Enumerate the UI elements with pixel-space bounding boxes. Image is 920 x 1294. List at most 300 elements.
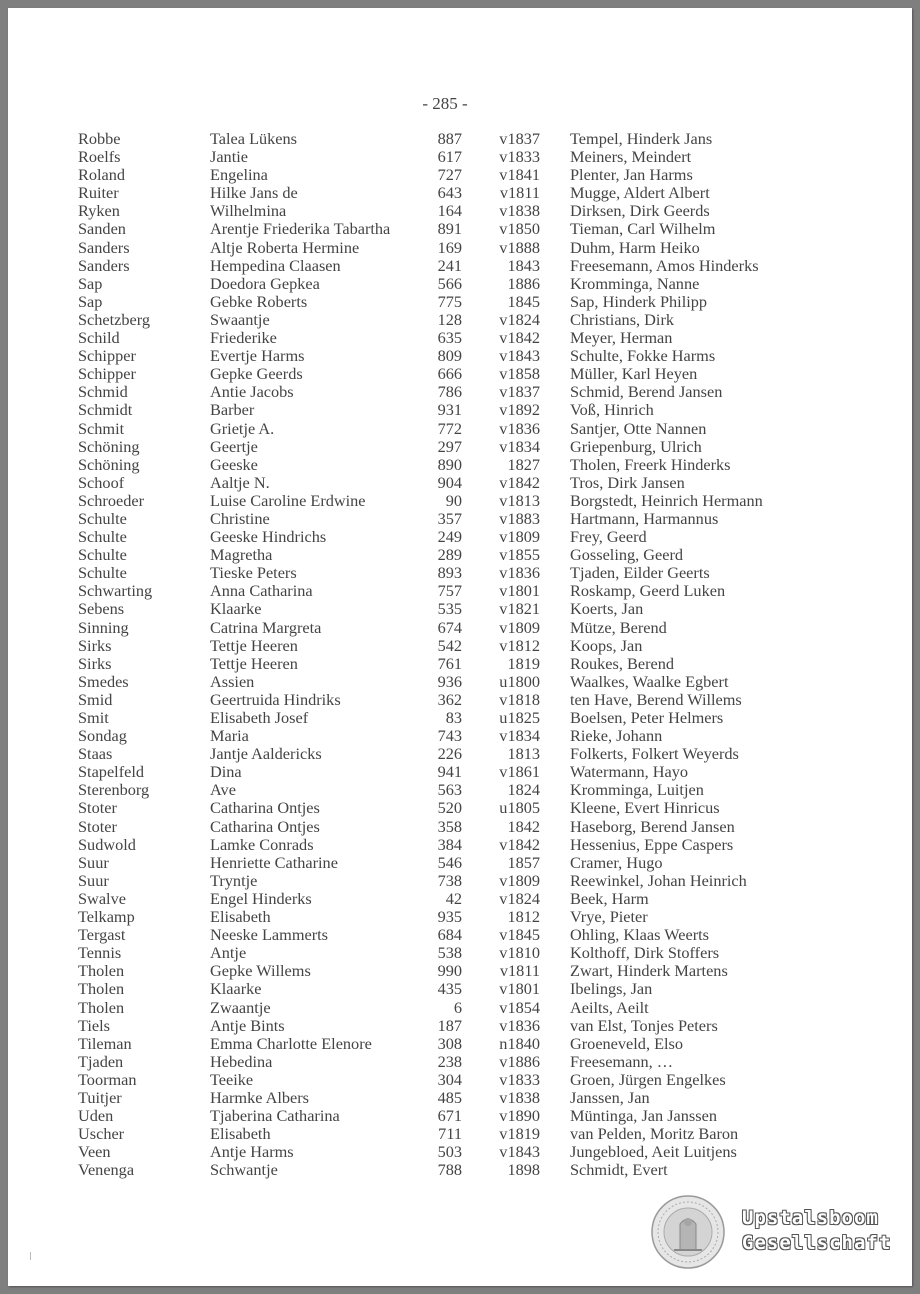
year-cell: v1855 bbox=[499, 545, 540, 565]
spouse-cell: Schulte, Fokke Harms bbox=[570, 346, 716, 366]
surname-cell: Smid bbox=[78, 689, 113, 709]
table-row bbox=[8, 1107, 912, 1125]
year-cell: v1836 bbox=[499, 418, 540, 438]
spouse-cell: Kolthoff, Dirk Stoffers bbox=[570, 943, 720, 963]
number-cell: 671 bbox=[437, 1106, 462, 1126]
given-name-cell: Tieske Peters bbox=[210, 563, 297, 583]
surname-cell: Schulte bbox=[78, 527, 127, 547]
number-cell: 241 bbox=[437, 255, 462, 275]
table-row bbox=[8, 619, 912, 637]
spouse-cell: Borgstedt, Heinrich Hermann bbox=[570, 490, 763, 510]
spouse-cell: Aeilts, Aeilt bbox=[570, 997, 649, 1017]
given-name-cell: Hilke Jans de bbox=[210, 183, 298, 203]
spouse-cell: Dirksen, Dirk Geerds bbox=[570, 201, 710, 221]
table-row bbox=[8, 1161, 912, 1179]
spouse-cell: Müller, Karl Heyen bbox=[570, 364, 698, 384]
spouse-cell: Janssen, Jan bbox=[570, 1087, 650, 1107]
number-cell: 617 bbox=[437, 147, 462, 167]
surname-cell: Schwarting bbox=[78, 581, 153, 601]
spouse-cell: Freesemann, Amos Hinderks bbox=[570, 255, 759, 275]
entry-list bbox=[8, 130, 912, 1179]
year-cell: v1824 bbox=[499, 309, 540, 329]
table-row bbox=[8, 148, 912, 166]
number-cell: 542 bbox=[437, 635, 462, 655]
table-row bbox=[8, 456, 912, 474]
given-name-cell: Lamke Conrads bbox=[210, 834, 314, 854]
surname-cell: Schmidt bbox=[78, 400, 133, 420]
given-name-cell: Engelina bbox=[210, 165, 268, 185]
spouse-cell: Roukes, Berend bbox=[570, 653, 674, 673]
table-row bbox=[8, 510, 912, 528]
number-cell: 643 bbox=[437, 183, 462, 203]
surname-cell: Sterenborg bbox=[78, 780, 150, 800]
year-cell: v1821 bbox=[499, 599, 540, 619]
surname-cell: Smit bbox=[78, 708, 109, 727]
table-row bbox=[8, 908, 912, 926]
year-cell: 1842 bbox=[507, 816, 540, 836]
year-cell: v1809 bbox=[499, 617, 540, 637]
year-cell: v1842 bbox=[499, 328, 540, 348]
number-cell: 936 bbox=[437, 671, 462, 691]
given-name-cell: Elisabeth bbox=[210, 907, 271, 927]
table-row bbox=[8, 130, 912, 148]
surname-cell: Tjaden bbox=[78, 1051, 124, 1071]
number-cell: 42 bbox=[445, 888, 462, 908]
given-name-cell: Tettje Heeren bbox=[210, 653, 298, 673]
given-name-cell: Anna Catharina bbox=[210, 581, 313, 601]
table-row bbox=[8, 220, 912, 238]
table-row bbox=[8, 438, 912, 456]
given-name-cell: Antje bbox=[210, 943, 247, 963]
surname-cell: Sudwold bbox=[78, 834, 136, 854]
given-name-cell: Altje Roberta Hermine bbox=[210, 237, 360, 257]
number-cell: 503 bbox=[437, 1142, 462, 1162]
number-cell: 931 bbox=[437, 400, 462, 420]
number-cell: 990 bbox=[437, 961, 462, 981]
surname-cell: Tennis bbox=[78, 943, 122, 963]
given-name-cell: Hebedina bbox=[210, 1051, 273, 1071]
given-name-cell: Jantie bbox=[210, 147, 248, 167]
surname-cell: Schöning bbox=[78, 454, 140, 474]
year-cell: v1888 bbox=[499, 237, 540, 257]
year-cell: 1812 bbox=[507, 907, 540, 927]
year-cell: 1845 bbox=[507, 291, 540, 311]
spouse-cell: Haseborg, Berend Jansen bbox=[570, 816, 735, 836]
table-row bbox=[8, 474, 912, 492]
surname-cell: Tileman bbox=[78, 1033, 132, 1053]
table-row bbox=[8, 492, 912, 510]
spouse-cell: Vrye, Pieter bbox=[570, 907, 648, 927]
given-name-cell: Geeske Hindrichs bbox=[210, 527, 327, 547]
table-row bbox=[8, 655, 912, 673]
given-name-cell: Zwaantje bbox=[210, 997, 271, 1017]
year-cell: 1886 bbox=[507, 273, 540, 293]
year-cell: v1886 bbox=[499, 1051, 540, 1071]
given-name-cell: Evertje Harms bbox=[210, 346, 305, 366]
surname-cell: Schoof bbox=[78, 472, 125, 492]
given-name-cell: Teeike bbox=[210, 1069, 254, 1089]
spouse-cell: Koerts, Jan bbox=[570, 599, 644, 619]
table-row bbox=[8, 1035, 912, 1053]
year-cell: v1845 bbox=[499, 925, 540, 945]
spouse-cell: Mugge, Aldert Albert bbox=[570, 183, 710, 203]
year-cell: 1827 bbox=[507, 454, 540, 474]
spouse-cell: Tjaden, Eilder Geerts bbox=[570, 563, 710, 583]
table-row bbox=[8, 980, 912, 998]
number-cell: 786 bbox=[437, 382, 462, 402]
given-name-cell: Elisabeth Josef bbox=[210, 708, 309, 727]
document-page bbox=[8, 8, 912, 1286]
year-cell: v1824 bbox=[499, 888, 540, 908]
table-row bbox=[8, 528, 912, 546]
given-name-cell: Geeske bbox=[210, 454, 258, 474]
spouse-cell: Santjer, Otte Nannen bbox=[570, 418, 707, 438]
table-row bbox=[8, 1143, 912, 1161]
surname-cell: Ryken bbox=[78, 201, 120, 221]
given-name-cell: Elisabeth bbox=[210, 1124, 271, 1144]
table-row bbox=[8, 962, 912, 980]
table-row bbox=[8, 781, 912, 799]
number-cell: 809 bbox=[437, 346, 462, 366]
given-name-cell: Neeske Lammerts bbox=[210, 925, 328, 945]
year-cell: 1857 bbox=[507, 852, 540, 872]
table-row bbox=[8, 293, 912, 311]
surname-cell: Suur bbox=[78, 870, 109, 890]
society-logo-text bbox=[742, 1206, 891, 1256]
spouse-cell: Kleene, Evert Hinricus bbox=[570, 798, 720, 818]
surname-cell: Schulte bbox=[78, 508, 127, 528]
year-cell: v1801 bbox=[499, 979, 540, 999]
given-name-cell: Emma Charlotte Elenore bbox=[210, 1033, 372, 1053]
spouse-cell: Tieman, Carl Wilhelm bbox=[570, 219, 716, 239]
given-name-cell: Arentje Friederika Tabartha bbox=[210, 219, 391, 239]
spouse-cell: Groen, Jürgen Engelkes bbox=[570, 1069, 726, 1089]
number-cell: 887 bbox=[437, 129, 462, 148]
given-name-cell: Maria bbox=[210, 726, 249, 746]
spouse-cell: Hessenius, Eppe Caspers bbox=[570, 834, 734, 854]
surname-cell: Sirks bbox=[78, 635, 112, 655]
number-cell: 941 bbox=[437, 762, 462, 782]
surname-cell: Smedes bbox=[78, 671, 129, 691]
number-cell: 563 bbox=[437, 780, 462, 800]
number-cell: 164 bbox=[437, 201, 462, 221]
year-cell: v1842 bbox=[499, 472, 540, 492]
number-cell: 538 bbox=[437, 943, 462, 963]
table-row bbox=[8, 257, 912, 275]
surname-cell: Schetzberg bbox=[78, 309, 151, 329]
spouse-cell: Jungebloed, Aeit Luitjens bbox=[570, 1142, 737, 1162]
given-name-cell: Geertje bbox=[210, 436, 258, 456]
year-cell: v1812 bbox=[499, 635, 540, 655]
number-cell: 891 bbox=[437, 219, 462, 239]
number-cell: 772 bbox=[437, 418, 462, 438]
year-cell: v1841 bbox=[499, 165, 540, 185]
number-cell: 297 bbox=[437, 436, 462, 456]
given-name-cell: Tettje Heeren bbox=[210, 635, 298, 655]
given-name-cell: Magretha bbox=[210, 545, 273, 565]
number-cell: 358 bbox=[437, 816, 462, 836]
number-cell: 893 bbox=[437, 563, 462, 583]
surname-cell: Sondag bbox=[78, 726, 127, 746]
spouse-cell: Müntinga, Jan Janssen bbox=[570, 1106, 717, 1126]
table-row bbox=[8, 383, 912, 401]
spouse-cell: Tempel, Hinderk Jans bbox=[570, 129, 713, 148]
table-row bbox=[8, 239, 912, 257]
surname-cell: Venenga bbox=[78, 1160, 135, 1180]
year-cell: v1892 bbox=[499, 400, 540, 420]
society-name-line1: Upstalsboom bbox=[742, 1207, 879, 1229]
number-cell: 757 bbox=[437, 581, 462, 601]
number-cell: 761 bbox=[437, 653, 462, 673]
given-name-cell: Talea Lükens bbox=[210, 129, 298, 148]
spouse-cell: Mütze, Berend bbox=[570, 617, 667, 637]
surname-cell: Roelfs bbox=[78, 147, 121, 167]
number-cell: 743 bbox=[437, 726, 462, 746]
given-name-cell: Wilhelmina bbox=[210, 201, 287, 221]
surname-cell: Tergast bbox=[78, 925, 126, 945]
number-cell: 711 bbox=[438, 1124, 462, 1144]
table-row bbox=[8, 763, 912, 781]
spouse-cell: Groeneveld, Elso bbox=[570, 1033, 684, 1053]
number-cell: 566 bbox=[437, 273, 462, 293]
table-row bbox=[8, 1071, 912, 1089]
number-cell: 304 bbox=[437, 1069, 462, 1089]
number-cell: 520 bbox=[437, 798, 462, 818]
spouse-cell: ten Have, Berend Willems bbox=[570, 689, 742, 709]
spouse-cell: Ibelings, Jan bbox=[570, 979, 653, 999]
spouse-cell: Schmid, Berend Jansen bbox=[570, 382, 723, 402]
spouse-cell: Schmidt, Evert bbox=[570, 1160, 668, 1180]
surname-cell: Swalve bbox=[78, 888, 126, 908]
year-cell: 1819 bbox=[507, 653, 540, 673]
year-cell: v1890 bbox=[499, 1106, 540, 1126]
number-cell: 738 bbox=[437, 870, 462, 890]
number-cell: 935 bbox=[437, 907, 462, 927]
number-cell: 6 bbox=[453, 997, 462, 1017]
spouse-cell: van Elst, Tonjes Peters bbox=[570, 1015, 718, 1035]
table-row bbox=[8, 202, 912, 220]
table-row bbox=[8, 799, 912, 817]
surname-cell: Roland bbox=[78, 165, 126, 185]
surname-cell: Schroeder bbox=[78, 490, 144, 510]
given-name-cell: Hempedina Claasen bbox=[210, 255, 341, 275]
number-cell: 357 bbox=[437, 508, 462, 528]
surname-cell: Veen bbox=[78, 1142, 111, 1162]
surname-cell: Stoter bbox=[78, 816, 117, 836]
surname-cell: Ruiter bbox=[78, 183, 119, 203]
spouse-cell: Reewinkel, Johan Heinrich bbox=[570, 870, 747, 890]
year-cell: 1813 bbox=[507, 744, 540, 764]
given-name-cell: Gebke Roberts bbox=[210, 291, 308, 311]
given-name-cell: Dina bbox=[210, 762, 242, 782]
number-cell: 249 bbox=[437, 527, 462, 547]
spouse-cell: Rieke, Johann bbox=[570, 726, 663, 746]
table-row bbox=[8, 347, 912, 365]
table-row bbox=[8, 727, 912, 745]
surname-cell: Uden bbox=[78, 1106, 114, 1126]
given-name-cell: Henriette Catharine bbox=[210, 852, 338, 872]
table-row bbox=[8, 564, 912, 582]
table-row bbox=[8, 275, 912, 293]
year-cell: v1883 bbox=[499, 508, 540, 528]
year-cell: u1805 bbox=[499, 798, 540, 818]
spouse-cell: Kromminga, Luitjen bbox=[570, 780, 704, 800]
surname-cell: Staas bbox=[78, 744, 113, 764]
year-cell: v1809 bbox=[499, 527, 540, 547]
given-name-cell: Geertruida Hindriks bbox=[210, 689, 341, 709]
surname-cell: Sirks bbox=[78, 653, 112, 673]
number-cell: 727 bbox=[437, 165, 462, 185]
table-row bbox=[8, 582, 912, 600]
surname-cell: Sanders bbox=[78, 237, 130, 257]
table-row bbox=[8, 1125, 912, 1143]
number-cell: 904 bbox=[437, 472, 462, 492]
given-name-cell: Klaarke bbox=[210, 599, 262, 619]
number-cell: 362 bbox=[437, 689, 462, 709]
table-row bbox=[8, 166, 912, 184]
year-cell: n1840 bbox=[499, 1033, 540, 1053]
given-name-cell: Friederike bbox=[210, 328, 277, 348]
number-cell: 169 bbox=[437, 237, 462, 257]
surname-cell: Robbe bbox=[78, 129, 121, 148]
surname-cell: Sanden bbox=[78, 219, 126, 239]
given-name-cell: Klaarke bbox=[210, 979, 262, 999]
society-seal-icon bbox=[650, 1194, 726, 1270]
given-name-cell: Antje Bints bbox=[210, 1015, 285, 1035]
surname-cell: Uscher bbox=[78, 1124, 125, 1144]
number-cell: 684 bbox=[437, 925, 462, 945]
number-cell: 384 bbox=[437, 834, 462, 854]
given-name-cell: Luise Caroline Erdwine bbox=[210, 490, 366, 510]
spouse-cell: Watermann, Hayo bbox=[570, 762, 689, 782]
number-cell: 308 bbox=[437, 1033, 462, 1053]
surname-cell: Sanders bbox=[78, 255, 130, 275]
year-cell: v1854 bbox=[499, 997, 540, 1017]
given-name-cell: Jantje Aaldericks bbox=[210, 744, 322, 764]
spouse-cell: Ohling, Klaas Weerts bbox=[570, 925, 710, 945]
year-cell: v1811 bbox=[499, 183, 540, 203]
number-cell: 187 bbox=[437, 1015, 462, 1035]
year-cell: v1843 bbox=[499, 1142, 540, 1162]
number-cell: 535 bbox=[437, 599, 462, 619]
spouse-cell: Cramer, Hugo bbox=[570, 852, 663, 872]
given-name-cell: Antie Jacobs bbox=[210, 382, 294, 402]
year-cell: v1809 bbox=[499, 870, 540, 890]
table-row bbox=[8, 1053, 912, 1071]
surname-cell: Schipper bbox=[78, 346, 136, 366]
spouse-cell: Duhm, Harm Heiko bbox=[570, 237, 700, 257]
year-cell: v1842 bbox=[499, 834, 540, 854]
number-cell: 635 bbox=[437, 328, 462, 348]
given-name-cell: Doedora Gepkea bbox=[210, 273, 320, 293]
table-row bbox=[8, 854, 912, 872]
spouse-cell: Freesemann, … bbox=[570, 1051, 674, 1071]
year-cell: v1838 bbox=[499, 1087, 540, 1107]
year-cell: v1834 bbox=[499, 726, 540, 746]
given-name-cell: Swaantje bbox=[210, 309, 270, 329]
surname-cell: Sebens bbox=[78, 599, 125, 619]
table-row bbox=[8, 401, 912, 419]
table-row bbox=[8, 691, 912, 709]
year-cell: v1861 bbox=[499, 762, 540, 782]
spouse-cell: Sap, Hinderk Philipp bbox=[570, 291, 708, 311]
spouse-cell: Meyer, Herman bbox=[570, 328, 673, 348]
table-row bbox=[8, 926, 912, 944]
year-cell: v1858 bbox=[499, 364, 540, 384]
corner-mark bbox=[30, 1252, 31, 1260]
number-cell: 90 bbox=[445, 490, 462, 510]
year-cell: v1838 bbox=[499, 201, 540, 221]
number-cell: 775 bbox=[437, 291, 462, 311]
given-name-cell: Catrina Margreta bbox=[210, 617, 322, 637]
table-row bbox=[8, 999, 912, 1017]
year-cell: v1801 bbox=[499, 581, 540, 601]
given-name-cell: Catharina Ontjes bbox=[210, 798, 320, 818]
table-row bbox=[8, 600, 912, 618]
number-cell: 435 bbox=[437, 979, 462, 999]
spouse-cell: Gosseling, Geerd bbox=[570, 545, 684, 565]
table-row bbox=[8, 944, 912, 962]
spouse-cell: Tros, Dirk Jansen bbox=[570, 472, 685, 492]
surname-cell: Schulte bbox=[78, 563, 127, 583]
spouse-cell: Beek, Harm bbox=[570, 888, 649, 908]
table-row bbox=[8, 745, 912, 763]
spouse-cell: Folkerts, Folkert Weyerds bbox=[570, 744, 739, 764]
year-cell: v1833 bbox=[499, 147, 540, 167]
year-cell: v1834 bbox=[499, 436, 540, 456]
surname-cell: Toorman bbox=[78, 1069, 137, 1089]
year-cell: 1843 bbox=[507, 255, 540, 275]
number-cell: 674 bbox=[437, 617, 462, 637]
given-name-cell: Gepke Geerds bbox=[210, 364, 303, 384]
table-row bbox=[8, 184, 912, 202]
surname-cell: Sinning bbox=[78, 617, 129, 637]
table-row bbox=[8, 365, 912, 383]
year-cell: v1837 bbox=[499, 382, 540, 402]
table-row bbox=[8, 1017, 912, 1035]
surname-cell: Tuitjer bbox=[78, 1087, 122, 1107]
page-number: - 285 - bbox=[422, 94, 468, 113]
given-name-cell: Tryntje bbox=[210, 870, 258, 890]
year-cell: v1837 bbox=[499, 129, 540, 148]
given-name-cell: Ave bbox=[210, 780, 236, 800]
table-row bbox=[8, 420, 912, 438]
surname-cell: Schmit bbox=[78, 418, 125, 438]
table-row bbox=[8, 890, 912, 908]
spouse-cell: Koops, Jan bbox=[570, 635, 643, 655]
number-cell: 226 bbox=[437, 744, 462, 764]
surname-cell: Sap bbox=[78, 291, 103, 311]
spouse-cell: Waalkes, Waalke Egbert bbox=[570, 671, 729, 691]
given-name-cell: Engel Hinderks bbox=[210, 888, 312, 908]
given-name-cell: Antje Harms bbox=[210, 1142, 294, 1162]
given-name-cell: Harmke Albers bbox=[210, 1087, 310, 1107]
surname-cell: Schipper bbox=[78, 364, 136, 384]
year-cell: 1898 bbox=[507, 1160, 540, 1180]
table-row bbox=[8, 1089, 912, 1107]
year-cell: v1836 bbox=[499, 563, 540, 583]
year-cell: v1833 bbox=[499, 1069, 540, 1089]
surname-cell: Tholen bbox=[78, 997, 125, 1017]
spouse-cell: Frey, Geerd bbox=[570, 527, 647, 547]
number-cell: 546 bbox=[437, 852, 462, 872]
number-cell: 485 bbox=[437, 1087, 462, 1107]
year-cell: 1824 bbox=[507, 780, 540, 800]
year-cell: u1800 bbox=[499, 671, 540, 691]
spouse-cell: Hartmann, Harmannus bbox=[570, 508, 719, 528]
year-cell: v1818 bbox=[499, 689, 540, 709]
surname-cell: Tholen bbox=[78, 961, 125, 981]
